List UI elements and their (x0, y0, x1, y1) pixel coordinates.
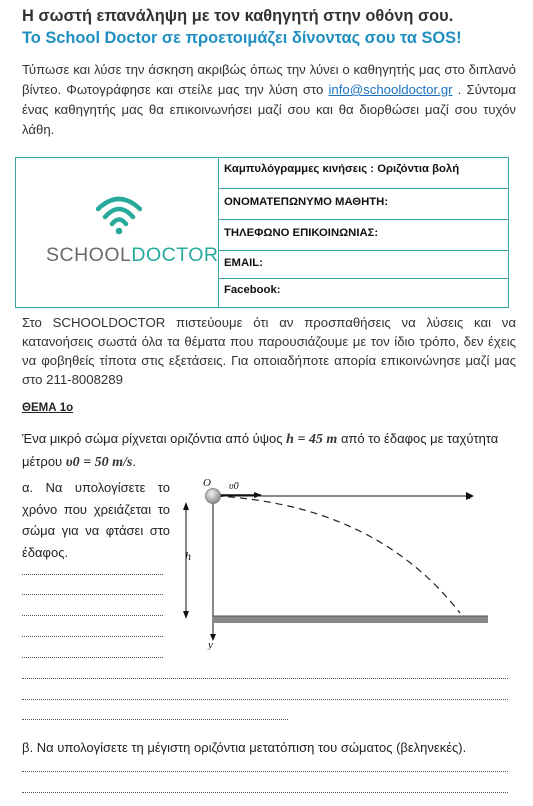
problem-text-1: Ένα μικρό σώμα ρίχνεται οριζόντια από ύψος (22, 431, 287, 446)
height-arrow-bottom (183, 611, 189, 619)
answer-line[interactable] (22, 615, 163, 616)
section-title: ΘΕΜΑ 1ο (22, 402, 74, 414)
answer-line[interactable] (22, 792, 508, 793)
intro-paragraph (22, 60, 516, 140)
intro-text-before: Τύπωσε και λύσε την άσκηση ακριβώς όπως την λύνει ο καθηγητής μας στο διπλανό βίντεο. Φωτογράφησε και στείλε μας την λύση στο (22, 62, 516, 97)
row-email[interactable]: EMAIL: (219, 251, 508, 279)
answer-line[interactable] (22, 636, 163, 637)
answer-line[interactable] (22, 719, 288, 720)
row-phone[interactable]: ΤΗΛΕΦΩΝΟ ΕΠΙΚΟΙΝΩΝΙΑΣ: (219, 220, 508, 251)
answer-line[interactable] (22, 594, 163, 595)
header-line-1: Η σωστή επανάληψη με τον καθηγητή στην οθόνη σου. (22, 7, 454, 25)
question-b: β. Να υπολογίσετε τη μέγιστη οριζόντια μετατόπιση του σώματος (βεληνεκές). (22, 740, 467, 755)
row-topic: Καμπυλόγραμμες κινήσεις : Οριζόντια βολή (219, 158, 508, 189)
question-a: α. Να υπολογίσετε το χρόνο που χρειάζεται το σώμα για να φτάσει στο έδαφος. (22, 480, 170, 560)
velocity-arrowhead (254, 492, 262, 498)
problem-statement (22, 428, 516, 474)
answer-line[interactable] (22, 657, 163, 658)
info-rows (219, 158, 508, 307)
answer-line[interactable] (22, 574, 163, 575)
answer-line[interactable] (22, 771, 508, 772)
height-arrow-top (183, 502, 189, 510)
problem-text-3: . (132, 454, 136, 469)
problem-text-2: από το έδαφος με ταχύτητα μέτρου (22, 431, 499, 469)
projectile-figure (176, 470, 496, 650)
intro-text-after: . Σύντομα ένας καθηγητής μας θα επικοινωνήσει μαζί σου και θα διορθώσει μαζί σου τυχόν λάθη. (22, 82, 516, 137)
trajectory-path (216, 496, 460, 613)
ball (206, 489, 221, 504)
row-student-name[interactable]: ΟΝΟΜΑΤΕΠΩΝΥΜΟ ΜΑΘΗΤΗ: (219, 189, 508, 220)
ground (213, 616, 488, 623)
logo-wordmark (46, 244, 219, 267)
student-info-card (15, 157, 509, 308)
header-line-2: Το School Doctor σε προετοιμάζει δίνοντας σου τα SOS! (22, 29, 462, 47)
height-label: h (185, 549, 191, 563)
speed-value: υ0 = 50 m/s (65, 455, 133, 470)
logo-word-doctor: DOCTOR (131, 244, 219, 266)
y-axis-label: y (208, 639, 213, 650)
email-link[interactable]: info@schooldoctor.gr (328, 82, 453, 97)
x-axis-label: x (466, 490, 471, 502)
velocity-label: υ0 (229, 481, 239, 492)
height-value: h = 45 m (286, 432, 338, 447)
body-paragraph: Στο SCHOOLDOCTOR πιστεύουμε ότι αν προσπαθήσεις να λύσεις και να κατανοήσεις σωστά όλα τα θέματα που παρουσιάζουμε με τον ίδιο τρόπο, δεν έχεις να φοβηθείς τίποτα στις εξετάσεις. Για οποιαδήποτε απορία επικοινώνησε μαζί μας στο 211-8008289 (22, 315, 516, 387)
origin-label: O (203, 477, 211, 489)
logo-word-school: SCHOOL (46, 244, 132, 266)
schooldoctor-logo (16, 158, 219, 307)
wifi-icon (96, 191, 142, 237)
answer-line[interactable] (22, 678, 508, 679)
answer-line[interactable] (22, 699, 508, 700)
row-facebook[interactable]: Facebook: (224, 284, 281, 296)
